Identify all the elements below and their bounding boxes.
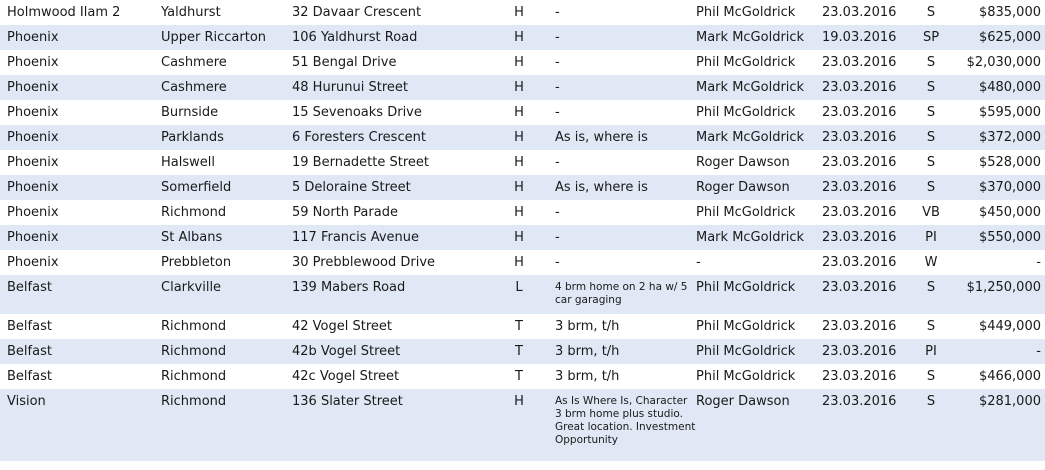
agency-cell: Phoenix [0,125,161,150]
address-cell: 51 Bengal Drive [292,50,497,75]
agent-cell: Roger Dawson [696,150,822,175]
table-row [0,200,1045,225]
agency-cell: Vision [0,389,161,461]
method-cell: S [914,389,948,461]
price-cell: $1,250,000 [948,275,1045,314]
method-cell: PI [914,225,948,250]
date-cell: 23.03.2016 [822,200,914,225]
notes-cell: 4 brm home on 2 ha w/ 5 car garaging [555,275,696,314]
table-row [0,225,1045,250]
address-cell: 15 Sevenoaks Drive [292,100,497,125]
agency-cell: Phoenix [0,200,161,225]
date-cell: 23.03.2016 [822,0,914,25]
method-cell: PI [914,339,948,364]
agency-cell: Phoenix [0,75,161,100]
suburb-cell: Richmond [161,200,292,225]
suburb-cell: Prebbleton [161,250,292,275]
notes-cell: As is, where is [555,175,696,200]
table-row [0,25,1045,50]
agency-cell: Belfast [0,275,161,314]
type-cell: H [497,125,555,150]
agent-cell: Phil McGoldrick [696,50,822,75]
date-cell: 23.03.2016 [822,150,914,175]
suburb-cell: Parklands [161,125,292,150]
method-cell: S [914,364,948,389]
notes-cell: - [555,100,696,125]
type-cell: H [497,389,555,461]
type-cell: H [497,25,555,50]
price-cell: $595,000 [948,100,1045,125]
address-cell: 136 Slater Street [292,389,497,461]
method-cell: S [914,50,948,75]
agent-cell: Mark McGoldrick [696,225,822,250]
suburb-cell: Upper Riccarton [161,25,292,50]
table-row [0,314,1045,339]
price-cell: $835,000 [948,0,1045,25]
suburb-cell: Richmond [161,389,292,461]
suburb-cell: Somerfield [161,175,292,200]
notes-cell: As Is Where Is, Character 3 brm home plus studio. Great location. Investment Opportunity [555,389,696,461]
date-cell: 23.03.2016 [822,314,914,339]
notes-cell: - [555,75,696,100]
date-cell: 23.03.2016 [822,175,914,200]
date-cell: 23.03.2016 [822,50,914,75]
type-cell: H [497,50,555,75]
price-cell: - [948,339,1045,364]
method-cell: W [914,250,948,275]
type-cell: H [497,175,555,200]
address-cell: 59 North Parade [292,200,497,225]
notes-cell: - [555,200,696,225]
suburb-cell: Richmond [161,339,292,364]
method-cell: S [914,75,948,100]
price-cell: $625,000 [948,25,1045,50]
method-cell: S [914,275,948,314]
address-cell: 32 Davaar Crescent [292,0,497,25]
address-cell: 30 Prebblewood Drive [292,250,497,275]
agency-cell: Phoenix [0,25,161,50]
table-row [0,389,1045,461]
table-row [0,75,1045,100]
address-cell: 42b Vogel Street [292,339,497,364]
address-cell: 6 Foresters Crescent [292,125,497,150]
agent-cell: Mark McGoldrick [696,25,822,50]
table-row [0,339,1045,364]
method-cell: VB [914,200,948,225]
table-row [0,275,1045,314]
price-cell: $2,030,000 [948,50,1045,75]
table-row [0,100,1045,125]
agency-cell: Belfast [0,339,161,364]
type-cell: H [497,0,555,25]
method-cell: S [914,100,948,125]
notes-cell: - [555,25,696,50]
date-cell: 23.03.2016 [822,125,914,150]
notes-cell: As is, where is [555,125,696,150]
table-row [0,175,1045,200]
price-cell: - [948,250,1045,275]
suburb-cell: Yaldhurst [161,0,292,25]
price-cell: $466,000 [948,364,1045,389]
type-cell: H [497,225,555,250]
address-cell: 139 Mabers Road [292,275,497,314]
suburb-cell: Burnside [161,100,292,125]
date-cell: 23.03.2016 [822,389,914,461]
date-cell: 23.03.2016 [822,275,914,314]
type-cell: T [497,314,555,339]
notes-cell: 3 brm, t/h [555,364,696,389]
price-cell: $480,000 [948,75,1045,100]
agent-cell: Phil McGoldrick [696,200,822,225]
agent-cell: Phil McGoldrick [696,100,822,125]
date-cell: 23.03.2016 [822,339,914,364]
price-cell: $450,000 [948,200,1045,225]
type-cell: H [497,75,555,100]
price-cell: $550,000 [948,225,1045,250]
table-row [0,364,1045,389]
table-row [0,150,1045,175]
address-cell: 48 Hurunui Street [292,75,497,100]
date-cell: 19.03.2016 [822,25,914,50]
agent-cell: Phil McGoldrick [696,314,822,339]
agency-cell: Belfast [0,364,161,389]
price-cell: $281,000 [948,389,1045,461]
address-cell: 106 Yaldhurst Road [292,25,497,50]
method-cell: S [914,125,948,150]
agent-cell: Roger Dawson [696,389,822,461]
method-cell: SP [914,25,948,50]
suburb-cell: Richmond [161,314,292,339]
suburb-cell: Clarkville [161,275,292,314]
type-cell: T [497,339,555,364]
notes-cell: 3 brm, t/h [555,339,696,364]
price-cell: $370,000 [948,175,1045,200]
agent-cell: Phil McGoldrick [696,275,822,314]
agent-cell: Mark McGoldrick [696,125,822,150]
address-cell: 42c Vogel Street [292,364,497,389]
method-cell: S [914,0,948,25]
table-row [0,50,1045,75]
address-cell: 117 Francis Avenue [292,225,497,250]
suburb-cell: St Albans [161,225,292,250]
agent-cell: Phil McGoldrick [696,364,822,389]
notes-cell: - [555,250,696,275]
agency-cell: Phoenix [0,50,161,75]
agent-cell: Phil McGoldrick [696,0,822,25]
type-cell: H [497,200,555,225]
date-cell: 23.03.2016 [822,364,914,389]
address-cell: 5 Deloraine Street [292,175,497,200]
date-cell: 23.03.2016 [822,250,914,275]
agent-cell: Mark McGoldrick [696,75,822,100]
agency-cell: Phoenix [0,250,161,275]
address-cell: 19 Bernadette Street [292,150,497,175]
agent-cell: Phil McGoldrick [696,339,822,364]
type-cell: H [497,250,555,275]
agency-cell: Phoenix [0,100,161,125]
date-cell: 23.03.2016 [822,225,914,250]
table-row [0,125,1045,150]
agency-cell: Phoenix [0,175,161,200]
notes-cell: 3 brm, t/h [555,314,696,339]
table-row [0,0,1045,25]
notes-cell: - [555,0,696,25]
agency-cell: Holmwood Ilam 2 [0,0,161,25]
suburb-cell: Halswell [161,150,292,175]
date-cell: 23.03.2016 [822,100,914,125]
price-cell: $449,000 [948,314,1045,339]
type-cell: L [497,275,555,314]
type-cell: T [497,364,555,389]
notes-cell: - [555,150,696,175]
table-row [0,250,1045,275]
method-cell: S [914,314,948,339]
type-cell: H [497,150,555,175]
suburb-cell: Richmond [161,364,292,389]
address-cell: 42 Vogel Street [292,314,497,339]
method-cell: S [914,150,948,175]
agency-cell: Phoenix [0,150,161,175]
notes-cell: - [555,225,696,250]
date-cell: 23.03.2016 [822,75,914,100]
suburb-cell: Cashmere [161,75,292,100]
agency-cell: Belfast [0,314,161,339]
type-cell: H [497,100,555,125]
price-cell: $528,000 [948,150,1045,175]
price-cell: $372,000 [948,125,1045,150]
agency-cell: Phoenix [0,225,161,250]
agent-cell: Roger Dawson [696,175,822,200]
agent-cell: - [696,250,822,275]
notes-cell: - [555,50,696,75]
method-cell: S [914,175,948,200]
suburb-cell: Cashmere [161,50,292,75]
